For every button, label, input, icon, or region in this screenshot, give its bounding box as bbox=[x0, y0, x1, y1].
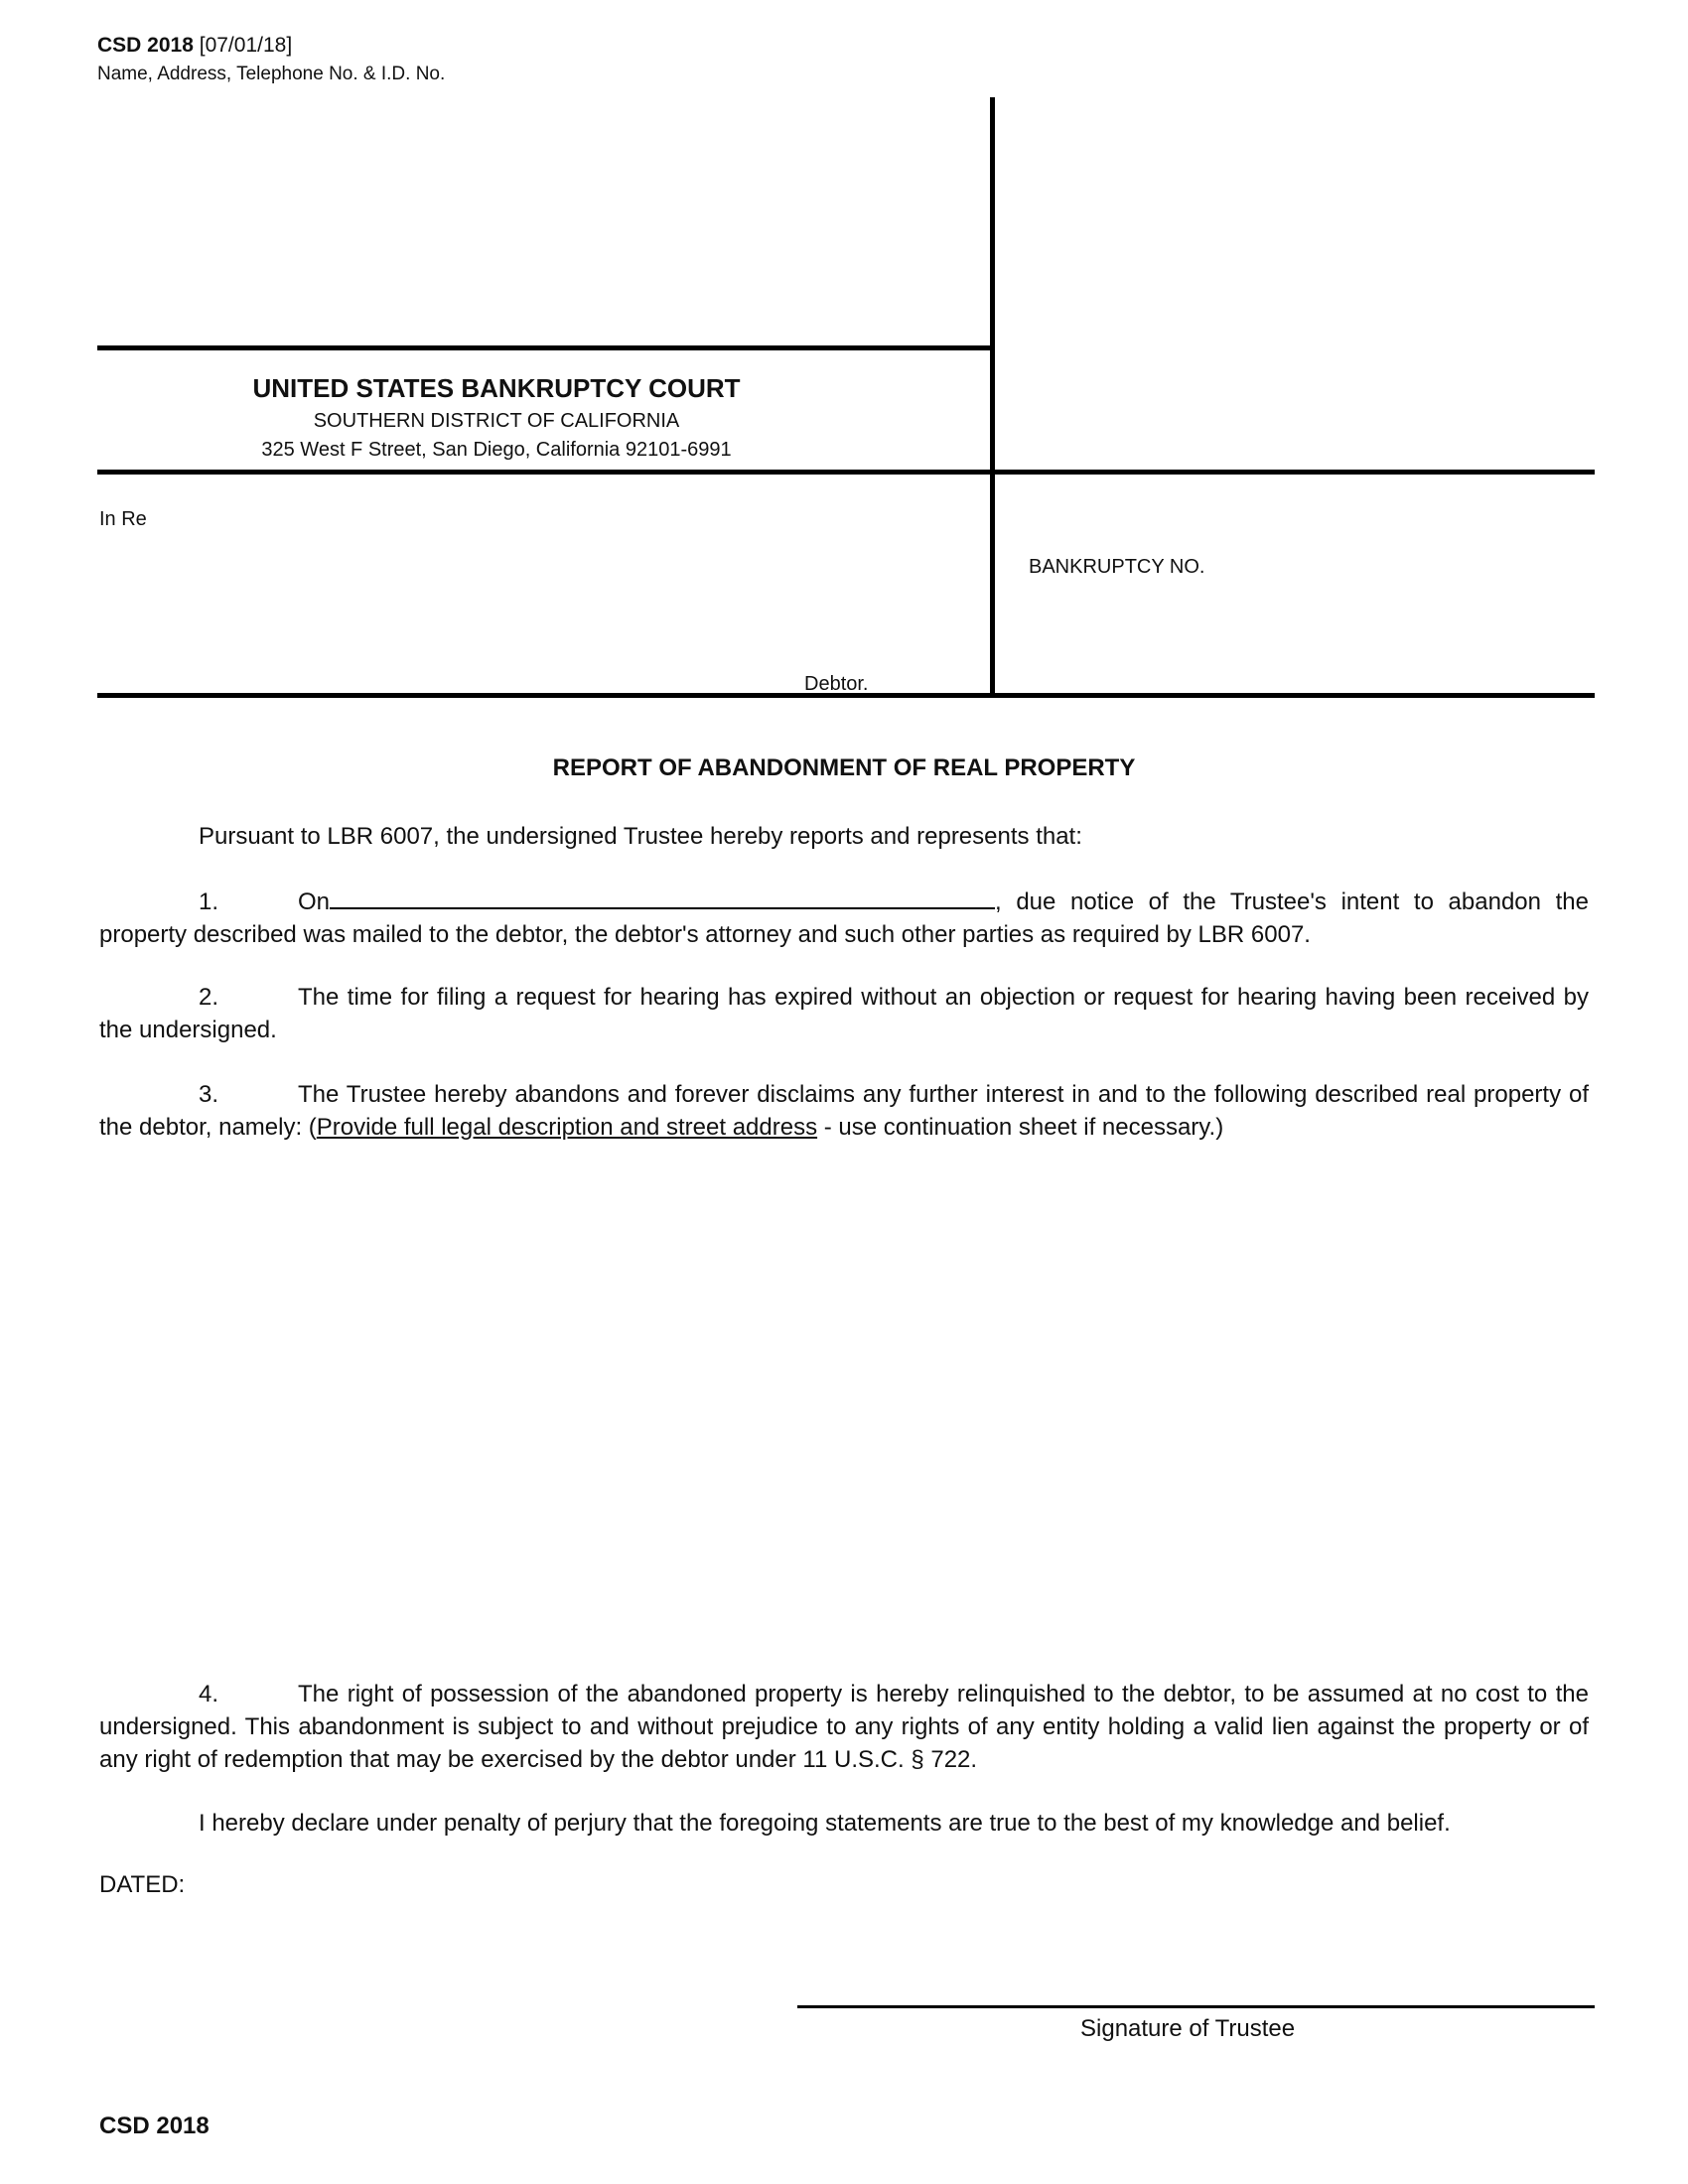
property-description-area[interactable] bbox=[99, 1152, 1589, 1668]
bankruptcy-no-label: BANKRUPTCY NO. bbox=[1029, 556, 1205, 578]
form-number: CSD 2018 bbox=[97, 34, 194, 57]
item-3-tail: - use continuation sheet if necessary.) bbox=[817, 1114, 1224, 1141]
form-id bbox=[97, 34, 292, 58]
item-3 bbox=[99, 1078, 1589, 1144]
item-2-text: The time for filing a request for hearing has expired without an objection or request for hearing having been received by the undersigned. bbox=[99, 984, 1589, 1043]
item-2-number: 2. bbox=[199, 984, 219, 1011]
dated-label: DATED: bbox=[99, 1871, 186, 1898]
notice-date-field[interactable] bbox=[330, 884, 995, 909]
name-address-label: Name, Address, Telephone No. & I.D. No. bbox=[97, 64, 446, 84]
item-4-text: The right of possession of the abandoned property is hereby relinquished to the debtor, to be assumed at no cost to the undersigned. This abandonment is subject to and without prejudice to any rights of any entity holding a valid lien against the property or of any right of redemption that may be exercised by the debtor under 11 U.S.C. § 722. bbox=[99, 1681, 1589, 1773]
court-block bbox=[139, 373, 854, 462]
in-re-label: In Re bbox=[99, 508, 147, 530]
caption-vertical-divider bbox=[990, 97, 995, 696]
caption-line-1 bbox=[97, 345, 993, 350]
item-3-number: 3. bbox=[199, 1081, 219, 1108]
court-address: 325 West F Street, San Diego, California 92101-6991 bbox=[261, 439, 732, 461]
caption-line-2 bbox=[97, 470, 1595, 475]
declaration-text: I hereby declare under penalty of perjury that the foregoing statements are true to the best of my knowledge and belief. bbox=[199, 1810, 1451, 1837]
debtor-label: Debtor. bbox=[804, 673, 869, 695]
item-2 bbox=[99, 981, 1589, 1046]
item-4-number: 4. bbox=[199, 1681, 219, 1707]
item-3-text: The Trustee hereby abandons and forever disclaims any further interest in and to the following described real property of the debtor, namely: ( bbox=[99, 1081, 1589, 1141]
document-title: REPORT OF ABANDONMENT OF REAL PROPERTY bbox=[552, 754, 1136, 781]
signature-line[interactable] bbox=[797, 2005, 1595, 2008]
item-1-lead: On bbox=[298, 888, 331, 915]
item-1-text: , due notice of the Trustee's intent to abandon the property described was mailed to the debtor, the debtor's attorney and such other parties as required by LBR 6007. bbox=[99, 888, 1589, 948]
court-title: UNITED STATES BANKRUPTCY COURT bbox=[252, 373, 741, 403]
declaration bbox=[99, 1807, 1589, 1840]
signature-label: Signature of Trustee bbox=[1080, 2015, 1296, 2042]
item-4 bbox=[99, 1678, 1589, 1776]
item-3-underlined: Provide full legal description and street address bbox=[316, 1114, 818, 1141]
intro-text: Pursuant to LBR 6007, the undersigned Trustee hereby reports and represents that: bbox=[199, 823, 1082, 850]
item-1 bbox=[99, 884, 1589, 951]
footer-form-number: CSD 2018 bbox=[99, 2113, 210, 2139]
court-district: SOUTHERN DISTRICT OF CALIFORNIA bbox=[313, 410, 680, 432]
item-1-number: 1. bbox=[199, 888, 219, 915]
intro-paragraph bbox=[99, 820, 1589, 853]
form-date: [07/01/18] bbox=[199, 34, 293, 57]
